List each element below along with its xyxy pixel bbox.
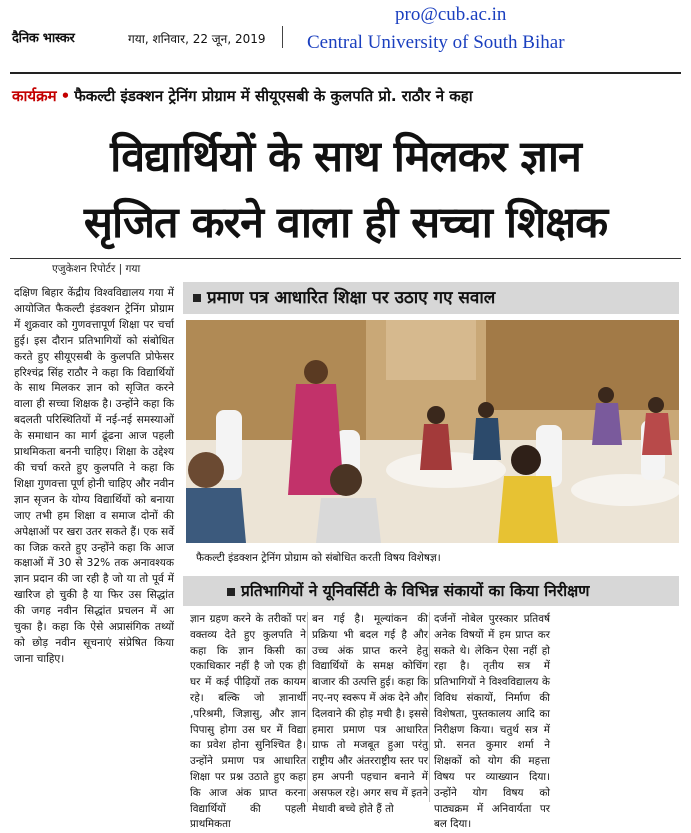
article-column-4: दर्जनों नोबेल पुरस्कार प्रतिवर्ष अनेक विषयों में हम प्राप्त कर सकते थे। लेकिन ऐसा नहीं हो रहा है। तृतीय सत्र में प्रतिभागियों ने विश्वविद्यालय के विविध संकायों, निर्माण की विशेषता, पुस्तकालय आदि का निरीक्षण किया। चतुर्थ सत्र में प्रो. सनत कुमार शर्मा ने शिक्षकों को योग की महत्ता विषय पर व्याख्यान दिया। उन्होंने योग विषय को पाठ्यक्रम में अनिवार्यता पर बल दिया। (434, 613, 550, 831)
article-column-2: ज्ञान ग्रहण करने के तरीकों पर वक्तव्य देते हुए कुलपति ने कहा कि ज्ञान किसी का एकाधिकार नहीं है जो एक ही घर में कई पीढ़ियों तक कायम रहे। बल्कि जो ज्ञानार्थी ,परिश्रमी, जिज्ञासु, और ज्ञान पिपासु होगा उस घर में विद्या का प्रवेश होना सुनिश्चित है। उन्होंने प्रमाण पत्र आधारित शिक्षा पर प्रश्न उठाते हुए कहा कि आज अंक प्राप्त करना विद्यार्थियों की पहली प्राथमिकता (190, 613, 306, 831)
top-rule (10, 72, 681, 74)
kicker-label: कार्यक्रम (12, 87, 57, 105)
subheading-banner (183, 282, 679, 314)
square-bullet-icon (227, 588, 235, 596)
subheading-text: प्रमाण पत्र आधारित शिक्षा पर उठाए गए सवाल (207, 288, 496, 308)
subheading-banner-2 (183, 576, 679, 606)
bullet-icon: • (60, 87, 71, 105)
kicker-text: फैकल्टी इंडक्शन ट्रेनिंग प्रोग्राम में सीयूएसबी के कुलपति प्रो. राठौर ने कहा (74, 87, 473, 105)
headline-rule (10, 258, 681, 259)
headline-line-2: सृजित करने वाला ही सच्चा शिक्षक (83, 198, 608, 248)
event-photo (186, 320, 679, 543)
email-address: pro@cub.ac.in (395, 4, 507, 25)
university-name: Central University of South Bihar (307, 32, 565, 53)
dateline: गया, शनिवार, 22 जून, 2019 (128, 32, 266, 46)
subheading-2-text: प्रतिभागियों ने यूनिवर्सिटी के विभिन्न संकायों का किया निरीक्षण (241, 582, 590, 600)
headline-line-1: विद्यार्थियों के साथ मिलकर ज्ञान (110, 132, 581, 182)
square-bullet-icon (193, 294, 201, 302)
byline: एजुकेशन रिपोर्टर | गया (52, 263, 141, 275)
article-column-1: दक्षिण बिहार केंद्रीय विश्वविद्यालय गया में आयोजित फैकल्टी इंडक्शन ट्रेनिंग प्रोग्राम में शुक्रवार को गुणवत्तापूर्ण शिक्षा पर चर्चा हुई। इस दौरान प्रतिभागियों को संबोधित करते हुए सीयूएसबी के कुलपति प्रोफेसर हरिश्चंद्र सिंह राठौर ने कहा कि विद्यार्थियों के साथ मिलकर ज्ञान को सृजित करने वाला ही सच्चा शिक्षक है। उन्होंने कहा कि बदलती परिस्थितियों में नई-नई समस्याओं के समाधान का मार्ग ढूंढना आज पहली प्राथमिकता बननी चाहिए। शिक्षा के उद्देश्य की चर्चा करते हुए कुलपति ने कहा कि शिक्षा गुणवत्ता पूर्ण होनी चाहिए और नवीन ज्ञान सृजन के योग्य विद्यार्थियों को बनाया जाए तभी हम शिक्षा व समाज दोनों की अपेक्षाओं पर खरा उतर सकते हैं। एक सर्वे का जिक्र करते हुए उन्होंने कहा कि आज कक्षाओं में 30 से 32% तक अनावश्यक ज्ञान प्रदान की जा रही है जो या तो पूर्व में खारिज हो चुकी है या फिर उस सिद्धांत की जगह नवीन सिद्धांत प्रचलन में आ चुका है। कहा कि ऐसे अप्रासंगिक तथ्यों को छोड़ नवीन सूचनाएं संप्रेषित किया जाना चाहिए। (14, 287, 174, 665)
column-divider (429, 612, 430, 802)
column-divider (307, 612, 308, 802)
newspaper-logo: दैनिक भास्कर (12, 31, 75, 46)
divider (282, 26, 283, 48)
article-column-3: बन गई है। मूल्यांकन की प्रक्रिया भी बदल गई है और उच्च अंक प्राप्त करने हेतु विद्यार्थियों के समक्ष कोचिंग बाजार की उत्पत्ति हुई। कहा कि नए-नए स्वरूप में अंक देने और दिलवाने की होड़ मची है। इससे हमारा प्रमाण पत्र आधारित ग्राफ तो मजबूत हुआ परंतु राष्ट्रीय और अंतरराष्ट्रीय स्तर पर हम अपनी पहचान बनाने में असफल रहे। अगर सच में इतने मेधावी बच्चे होते हैं तो (312, 613, 428, 815)
photo-caption: फैकल्टी इंडक्शन ट्रेनिंग प्रोग्राम को संबोधित करती विषय विशेषज्ञ। (196, 552, 441, 564)
kicker-line (12, 86, 473, 106)
masthead (0, 0, 691, 70)
